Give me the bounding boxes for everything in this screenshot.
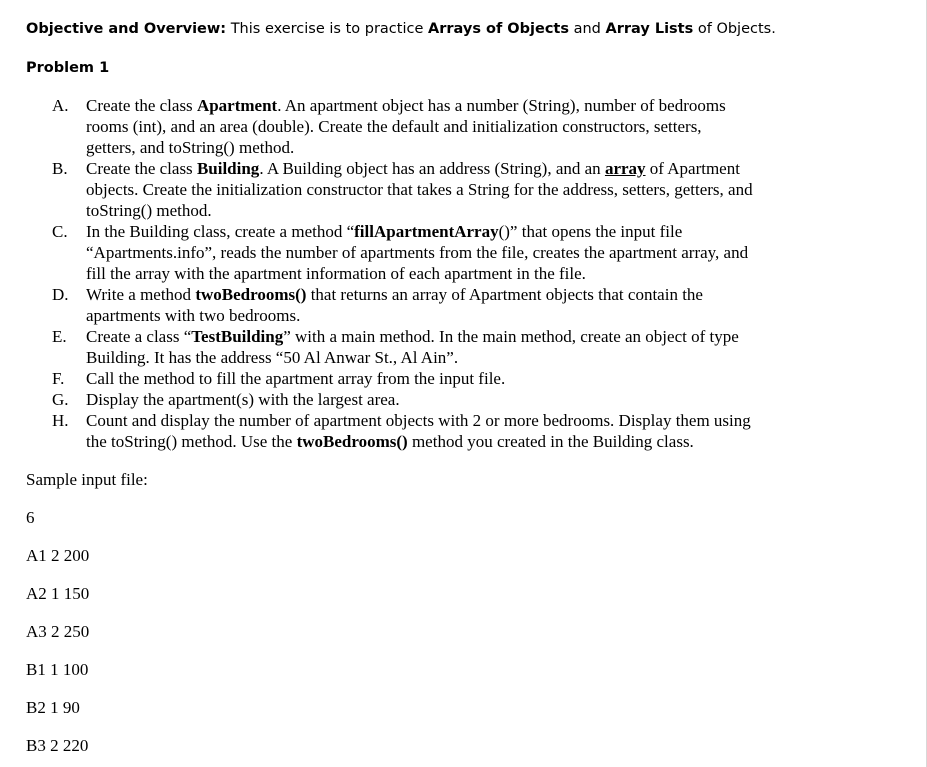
sample-line-a3: A3 2 250 xyxy=(26,622,90,641)
text-run: In the Building class, create a method “ xyxy=(86,222,355,241)
task-letter: F. xyxy=(52,369,65,388)
task-line xyxy=(86,221,832,242)
task-line: fill the array with the apartment information of each apartment in the file. xyxy=(86,264,586,283)
task-item-h xyxy=(52,410,832,452)
task-letter: C. xyxy=(52,222,68,241)
text-run: ()” that opens the input file xyxy=(498,222,683,241)
text-run: method you created in the Building class. xyxy=(407,432,694,451)
bold-term: Building xyxy=(196,159,260,178)
task-line: objects. Create the initialization constructor that takes a String for the address, setters, getters, and xyxy=(86,180,753,199)
task-letter: H. xyxy=(52,411,69,430)
objective-text-3: of Objects. xyxy=(693,21,776,37)
text-run: Create the class xyxy=(86,96,197,115)
sample-line-b1: B1 1 100 xyxy=(26,660,89,679)
text-run: Write a method xyxy=(86,285,196,304)
sample-line-b3: B3 2 220 xyxy=(26,736,89,755)
bold-term: fillApartmentArray xyxy=(354,222,499,241)
task-list xyxy=(52,95,832,452)
task-line: getters, and toString() method. xyxy=(86,138,295,157)
bold-term: twoBedrooms() xyxy=(296,432,408,451)
task-line: rooms (int), and an area (double). Create the default and initialization constructors, setters, xyxy=(86,117,702,136)
task-line xyxy=(86,284,832,305)
task-line: apartments with two bedrooms. xyxy=(86,306,301,325)
text-run: the toString() method. Use the xyxy=(86,432,297,451)
objective-text-2: and xyxy=(568,21,606,37)
task-text xyxy=(86,410,832,452)
task-text xyxy=(86,221,832,284)
bold-term: twoBedrooms() xyxy=(195,285,307,304)
objective-text-1: This exercise is to practice xyxy=(226,21,428,37)
task-text xyxy=(86,158,832,221)
task-item-f xyxy=(52,368,832,389)
task-text xyxy=(86,326,832,368)
task-text xyxy=(86,368,832,389)
task-line: “Apartments.info”, reads the number of apartments from the file, creates the apartment array, and xyxy=(86,243,749,262)
task-letter: G. xyxy=(52,390,69,409)
objective-overview xyxy=(26,19,776,39)
task-line xyxy=(86,95,832,116)
task-text xyxy=(86,284,832,326)
task-line: toString() method. xyxy=(86,201,212,220)
sample-line-a1: A1 2 200 xyxy=(26,546,90,565)
text-run: Create the class xyxy=(86,159,197,178)
task-line: Display the apartment(s) with the largest area. xyxy=(86,390,400,409)
underlined-term: array xyxy=(604,159,646,178)
task-text xyxy=(86,389,832,410)
task-item-g xyxy=(52,389,832,410)
bold-term: TestBuilding xyxy=(191,327,284,346)
task-text xyxy=(86,95,832,158)
text-run: of Apartment xyxy=(645,159,740,178)
task-line: Call the method to fill the apartment array from the input file. xyxy=(86,369,506,388)
task-letter: A. xyxy=(52,96,69,115)
bold-term: Apartment xyxy=(196,96,278,115)
objective-bold-arrays: Arrays of Objects xyxy=(428,21,569,37)
problem-title: Problem 1 xyxy=(26,60,110,76)
task-letter: D. xyxy=(52,285,69,304)
sample-line-b2: B2 1 90 xyxy=(26,698,80,717)
objective-bold-array-lists: Array Lists xyxy=(605,21,694,37)
text-run: . An apartment object has a number (String), number of bedrooms xyxy=(277,96,726,115)
task-line: Count and display the number of apartment objects with 2 or more bedrooms. Display them using xyxy=(86,411,751,430)
sample-line-a2: A2 1 150 xyxy=(26,584,90,603)
task-item-a xyxy=(52,95,832,158)
task-item-c xyxy=(52,221,832,284)
task-line: Building. It has the address “50 Al Anwar St., Al Ain”. xyxy=(86,348,459,367)
task-item-e xyxy=(52,326,832,368)
task-line xyxy=(86,158,832,179)
task-line xyxy=(86,431,832,452)
sample-line-count: 6 xyxy=(26,508,35,527)
task-item-b xyxy=(52,158,832,221)
objective-label: Objective and Overview: xyxy=(26,21,227,37)
text-run: Create a class “ xyxy=(86,327,192,346)
task-line xyxy=(86,326,832,347)
sample-input-label: Sample input file: xyxy=(26,470,148,489)
text-run: . A Building object has an address (String), and an xyxy=(259,159,605,178)
task-letter: B. xyxy=(52,159,68,178)
task-item-d xyxy=(52,284,832,326)
text-run: that returns an array of Apartment objects that contain the xyxy=(306,285,703,304)
text-run: ” with a main method. In the main method, create an object of type xyxy=(283,327,739,346)
task-letter: E. xyxy=(52,327,67,346)
